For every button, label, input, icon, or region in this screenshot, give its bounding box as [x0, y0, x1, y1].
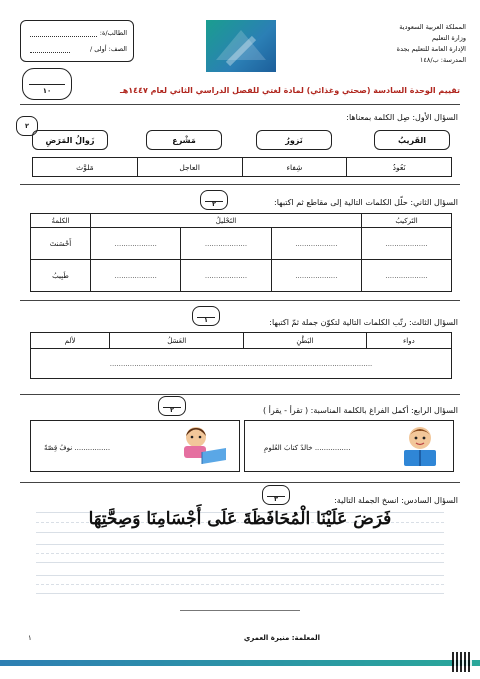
ministry-header: [346, 22, 466, 66]
divider: [20, 184, 460, 185]
class-label: الصف: أولى /: [89, 45, 127, 53]
qr-code-icon[interactable]: [452, 652, 472, 672]
q2-row2-syllable[interactable]: ...................: [181, 260, 271, 292]
q3-word-1[interactable]: لألم: [31, 333, 110, 349]
divider: [20, 104, 460, 105]
q1-meaning-4[interactable]: مَلوَّث: [76, 162, 94, 172]
q1-title: السؤال الأول: صِل الكلمة بمعناها:: [346, 113, 458, 122]
q2-mark-oval: [200, 190, 228, 210]
q4-sentence-1[interactable]: ................ خالدٌ كتابَ العُلومِ: [264, 444, 351, 452]
writing-line: [36, 562, 444, 563]
writing-line: [36, 593, 444, 594]
q3-word-3[interactable]: البَطْنِ: [244, 333, 366, 349]
writing-guide-line: [36, 532, 444, 533]
q2-row1-syllable[interactable]: ...................: [91, 228, 181, 260]
q6-mark-oval: [262, 485, 290, 505]
writing-line: [36, 575, 444, 576]
divider: [20, 482, 460, 483]
q3-word-4[interactable]: دواء: [366, 333, 451, 349]
q4-mark: ٢: [170, 406, 174, 414]
ministry-label: وزارة التعليم: [431, 34, 466, 42]
q3-table: [30, 332, 452, 379]
writing-line: [36, 584, 444, 585]
table-row: [31, 260, 452, 292]
page-number: ١: [28, 634, 32, 642]
exam-title: تقييم الوحدة السادسة (صحتي وغذائي) لمادة لغتي للفصل الدراسي الثاني لعام ١٤٤٧هـ: [120, 86, 460, 95]
q6-model-sentence: فَرَضَ عَلَيْنَا الْمُحَافَظَةَ عَلَى أَجْسَامِنَا وَصِحَّتِهَا: [88, 509, 392, 529]
total-score: ١٠: [42, 87, 52, 95]
student-name-label: الطالب/ة:: [99, 29, 127, 37]
class-field[interactable]: [30, 45, 70, 53]
q1-word-2[interactable]: نَزورُ: [256, 130, 332, 150]
q2-row2-synthesis[interactable]: ...................: [362, 260, 452, 292]
girl-reading-icon: [174, 424, 230, 468]
q2-header-synthesis: التَركيبُ: [362, 214, 452, 228]
end-line: [180, 610, 300, 611]
writing-line: [36, 544, 444, 545]
q1-meaning-3[interactable]: العاجل: [137, 158, 242, 176]
teacher-name: المعلمة: منيرة العمري: [243, 634, 320, 642]
q2-row1-synthesis[interactable]: ...................: [362, 228, 452, 260]
q2-row1-syllable[interactable]: ...................: [271, 228, 361, 260]
school-label: المدرسة: ب/١٤٨: [419, 56, 466, 64]
q1-meaning-1[interactable]: نَعُودُ: [346, 158, 451, 176]
q3-mark: ١: [204, 316, 208, 324]
q2-row2-word: طَبِيبُ: [31, 260, 91, 292]
q4-title: السؤال الرابع: أكمل الفراغ بالكلمة المناسبة: ( تقرأ - يقرأ ): [263, 406, 458, 415]
q2-header-word: الكلمةُ: [31, 214, 91, 228]
divider: [20, 394, 460, 395]
q1-word-1[interactable]: القَريبُ: [374, 130, 450, 150]
q2-mark: ٢: [212, 200, 216, 208]
student-name-field[interactable]: [30, 29, 97, 37]
total-score-oval: [22, 68, 72, 100]
q6-title: السؤال السادس: انسخ الجملة التالية:: [334, 496, 458, 505]
table-row: [31, 228, 452, 260]
q3-mark-oval: [192, 306, 220, 326]
q2-table: [30, 213, 452, 292]
q3-word-2[interactable]: العَسَلُ: [110, 333, 244, 349]
kingdom-label: المملكة العربية السعودية: [399, 23, 466, 31]
q2-row2-syllable[interactable]: ...................: [91, 260, 181, 292]
q2-row2-syllable[interactable]: ...................: [271, 260, 361, 292]
q1-word-3[interactable]: مَشْرع: [146, 130, 222, 150]
q1-meanings-row: [32, 157, 452, 177]
q2-row1-word: أَحْسَنتَ: [31, 228, 91, 260]
q2-row1-syllable[interactable]: ...................: [181, 228, 271, 260]
boy-reading-icon: [396, 424, 444, 468]
q1-mark: ٢: [25, 122, 29, 130]
writing-line: [36, 553, 444, 554]
q4-sentence-2[interactable]: ................ نوفُ قِصّةً: [44, 444, 111, 452]
student-info-box: [20, 20, 134, 62]
q3-answer-line[interactable]: ......................................................................................................................: [31, 349, 452, 379]
administration-label: الإدارة العامة للتعليم بجدة: [396, 45, 466, 53]
footer-bar: [0, 660, 480, 666]
q1-meaning-2[interactable]: شِفاء: [242, 158, 347, 176]
q3-title: السؤال الثالث: رتّب الكلمات التالية لتكوّن جملة ثمّ اكتبها:: [269, 318, 458, 327]
q2-title: السؤال الثاني: حلّل الكلمات التالية إلى مقاطع ثم اكتبها:: [274, 198, 458, 207]
ministry-logo: [206, 20, 276, 72]
q1-word-4[interactable]: زَوالُ المَرَضِ: [32, 130, 108, 150]
q6-mark: ٣: [274, 495, 278, 503]
divider: [20, 300, 460, 301]
q4-mark-oval: [158, 396, 186, 416]
q2-header-analysis: التَحْليلُ: [91, 214, 362, 228]
